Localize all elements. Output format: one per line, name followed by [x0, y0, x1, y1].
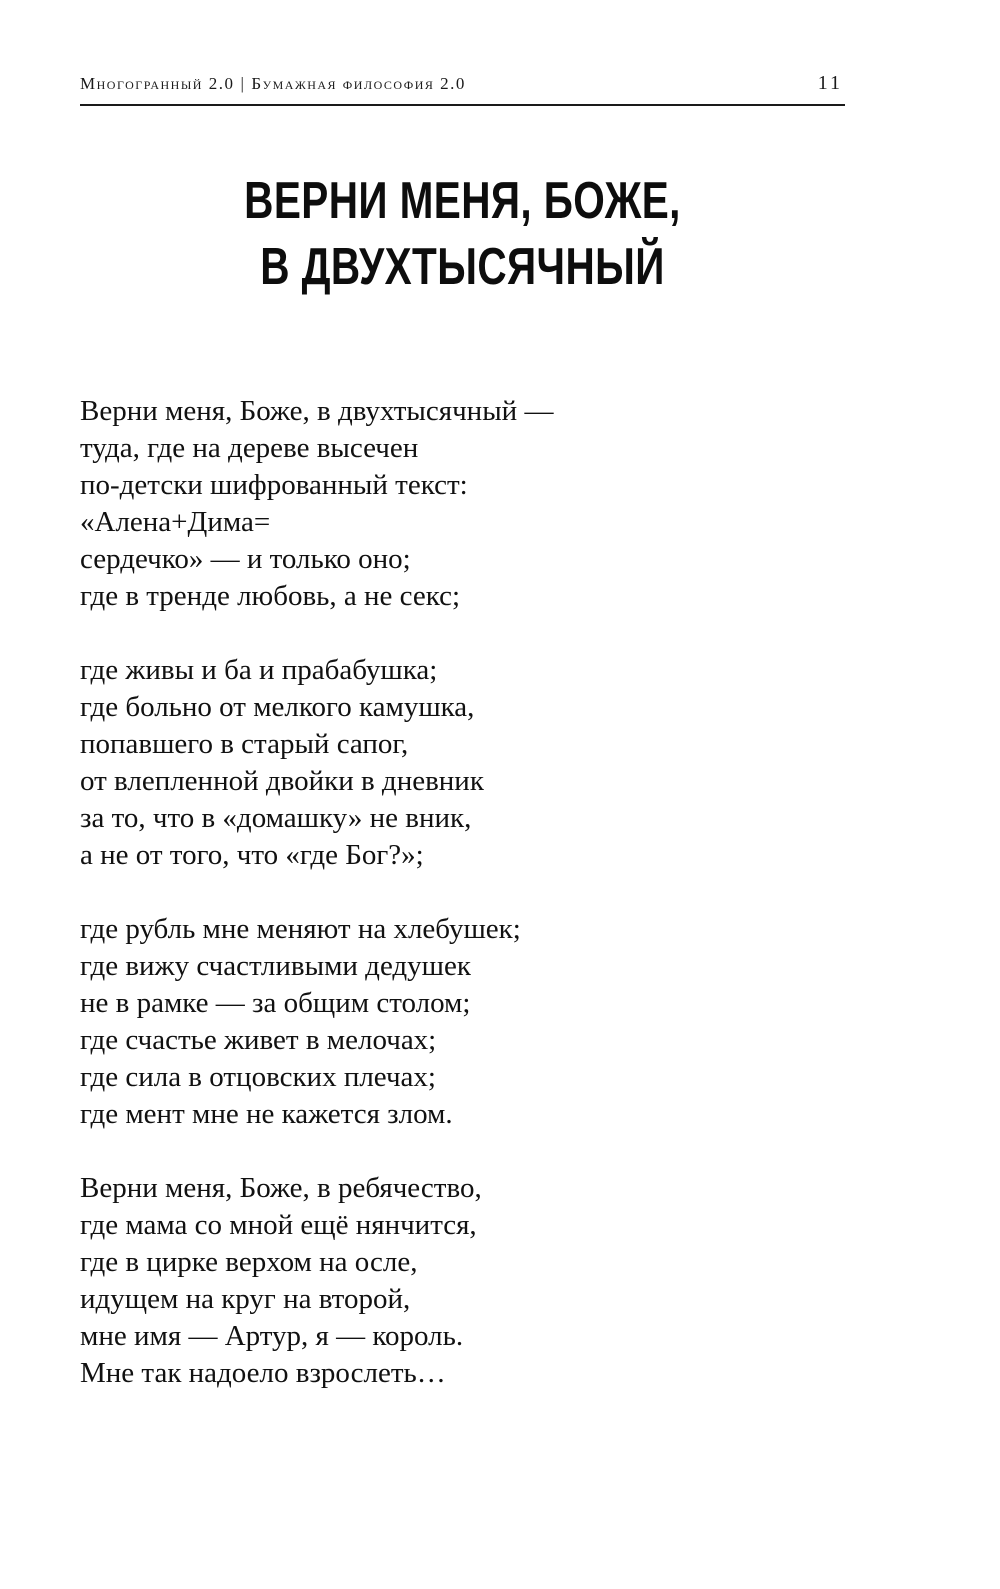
poem-line: где счастье живет в мелочах;: [80, 1024, 437, 1056]
stanza-4: [80, 1170, 860, 1392]
poem-line: туда, где на дереве высечен: [80, 432, 419, 464]
poem-line: сердечко» — и только оно;: [80, 543, 411, 575]
running-header-text: [80, 74, 466, 94]
poem-title-line-2: В ДВУХТЫСЯЧНЫЙ: [260, 238, 665, 296]
poem-line: Верни меня, Боже, в двухтысячный —: [80, 395, 554, 427]
poem-line: от влепленной двойки в дневник: [80, 765, 484, 797]
poem-line: где рубль мне меняют на хлебушек;: [80, 913, 521, 945]
poem-line: идущем на круг на второй,: [80, 1283, 411, 1315]
poem-line: не в рамке — за общим столом;: [80, 987, 471, 1019]
poem-line: за то, что в «домашку» не вник,: [80, 802, 472, 834]
stanza-3: [80, 911, 860, 1133]
poem-line: Мне так надоело взрослеть…: [80, 1357, 446, 1389]
poem-line: а не от того, что «где Бог?»;: [80, 839, 424, 871]
stanza-2: [80, 652, 860, 874]
poem-line: попавшего в старый сапог,: [80, 728, 409, 760]
running-header: [80, 72, 845, 106]
chapter-title: Бумажная философия 2.0: [251, 74, 466, 93]
poem-line: где больно от мелкого камушка,: [80, 691, 475, 723]
poem-line: где в цирке верхом на осле,: [80, 1246, 418, 1278]
poem-title-line-1: ВЕРНИ МЕНЯ, БОЖЕ,: [244, 172, 681, 230]
poem-title: [164, 168, 761, 300]
book-title: Многогранный 2.0: [80, 74, 235, 93]
poem-line: мне имя — Артур, я — король.: [80, 1320, 464, 1352]
poem-line: где мент мне не кажется злом.: [80, 1098, 453, 1130]
poem-line: по-детски шифрованный текст:: [80, 469, 468, 501]
page-number: 11: [817, 72, 843, 94]
poem-line: «Алена+Дима=: [80, 506, 271, 538]
poem-body: [80, 393, 860, 1429]
poem-line: где мама со мной ещё нянчится,: [80, 1209, 477, 1241]
stanza-1: [80, 393, 860, 615]
poem-line: где живы и ба и прабабушка;: [80, 654, 438, 686]
poem-line: где сила в отцовских плечах;: [80, 1061, 436, 1093]
header-separator: |: [240, 74, 246, 93]
poem-line: где вижу счастливыми дедушек: [80, 950, 471, 982]
poem-line: где в тренде любовь, а не секс;: [80, 580, 461, 612]
poem-line: Верни меня, Боже, в ребячество,: [80, 1172, 482, 1204]
